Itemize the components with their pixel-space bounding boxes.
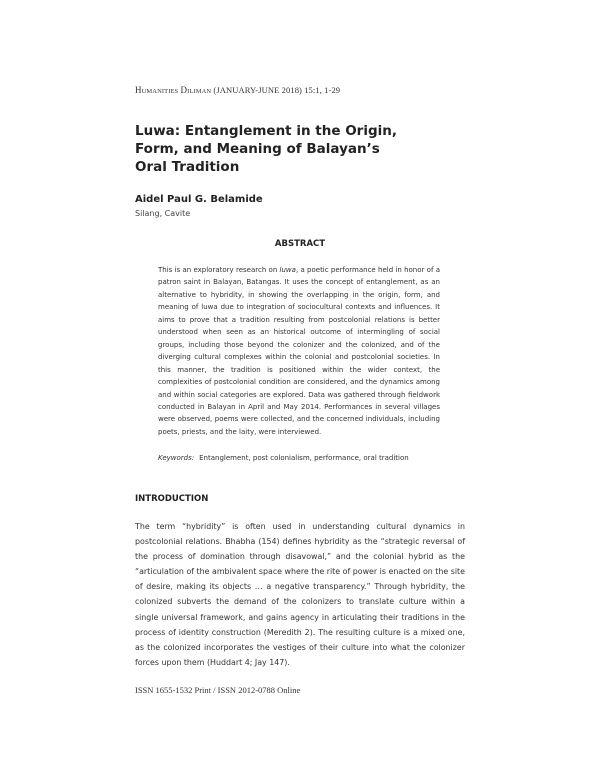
issue-info: (JANUARY-JUNE 2018) 15:1, 1-29 — [213, 85, 341, 95]
keywords-label: Keywords: — [158, 454, 195, 462]
journal-name-initial-d: D — [180, 85, 188, 95]
keywords — [158, 454, 458, 462]
abstract-emphasis: luwa — [279, 266, 296, 274]
article-title: Luwa: Entanglement in the Origin, Form, and Meaning of Balayan’s Oral Tradition — [135, 123, 397, 175]
abstract-heading: ABSTRACT — [274, 239, 326, 249]
author-name: Aidel Paul G. Belamide — [135, 194, 263, 205]
journal-name-humanities: UMANITIES — [141, 88, 179, 95]
introduction-body: The term “hybridity” is often used in understanding cultural dynamics in postcolonial relations. Bhabha (154) defines hybridity as the “strategic reversal of the process of domination through disavowal,” and the colonial hybrid as the “articulation of the ambivalent space where the rite of power is enacted on the site of desire, making its objects … a negative transparency.” Through hybridity, the colonized subverts the demand of the colonizers to translate culture within a single universal framework, and gains agency in articulating their traditions in the process of identity construction (Meredith 2). The resulting culture is a mixed one, as the colonized incorporates the vestiges of their culture into what the colonizer forces upon them (Huddart 4; Jay 147). — [135, 522, 466, 667]
running-head — [135, 85, 340, 95]
journal-name-initial-h: H — [135, 85, 142, 95]
author-affiliation: Silang, Cavite — [135, 209, 191, 218]
abstract-body — [158, 264, 440, 438]
introduction-heading: INTRODUCTION — [135, 494, 209, 504]
abstract-text-start: This is an exploratory research on — [158, 266, 280, 274]
journal-name-diliman: ILIMAN — [187, 88, 212, 95]
issn-footer: ISSN 1655-1532 Print / ISSN 2012-0788 Online — [135, 685, 301, 695]
abstract-text-rest: , a poetic performance held in honor of a patron saint in Balayan, Batangas. It uses the concept of entanglement, as an alternative to hybridity, in showing the overlapping in the origin, form, and meaning of luwa due to integration of sociocultural contexts and influences. It aims to prove that a tradition resulting from postcolonial relations is better understood when seen as an historical outcome of intermingling of social groups, including those beyond the colonizer and the colonized, and of the diverging cultural complexes within the colonial and postcolonial societies. In this manner, the tradition is positioned within the wider context, the complexities of postcolonial condition are considered, and the dynamics among and within social categories are explored. Data was gathered through fieldwork conducted in Balayan in April and May 2014. Performances in several villages were observed, poems were collected, and the concerned individuals, including poets, priests, and the laity, were interviewed. — [158, 266, 440, 436]
keywords-list: Entanglement, post colonialism, performance, oral tradition — [199, 454, 409, 462]
